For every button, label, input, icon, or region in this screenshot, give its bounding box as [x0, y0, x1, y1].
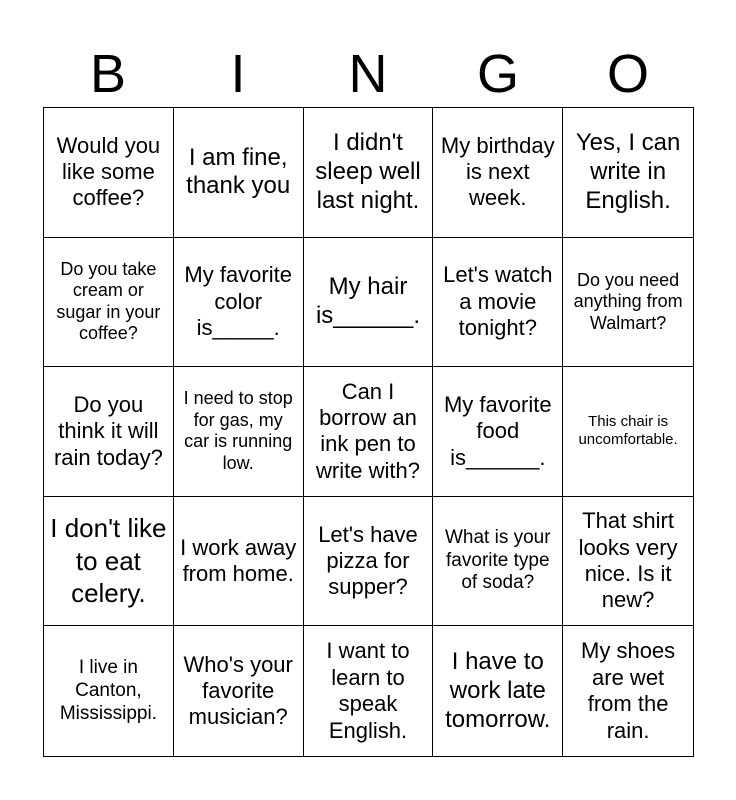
bingo-cell-5-3[interactable] [304, 626, 434, 756]
cell-text: What is your favorite type of soda? [444, 526, 551, 594]
cell-text: My favorite color is_____. [184, 262, 292, 341]
cell-text: I have to work late tomorrow. [445, 648, 551, 733]
bingo-cell-4-3[interactable] [304, 497, 434, 627]
cell-text: I need to stop for gas, my car is running low. [183, 388, 293, 474]
bingo-cell-3-2[interactable] [174, 367, 304, 497]
cell-text: I want to learn to speak English. [326, 638, 410, 743]
bingo-cell-1-4[interactable] [433, 108, 563, 238]
cell-text: Do you think it will rain today? [53, 391, 163, 470]
cell-text: Can I borrow an ink pen to write with? [316, 378, 420, 483]
cell-text: My hair is______. [315, 273, 421, 329]
bingo-header [43, 40, 693, 108]
cell-text: I don't like to eat celery. [50, 512, 167, 609]
header-letter-i: I [230, 44, 246, 104]
cell-text: Do you need anything from Walmart? [573, 269, 683, 333]
bingo-cell-4-5[interactable] [563, 497, 693, 627]
bingo-cell-4-4[interactable] [433, 497, 563, 627]
bingo-cell-5-2[interactable] [174, 626, 304, 756]
bingo-cell-2-5[interactable] [563, 238, 693, 368]
bingo-cell-5-1[interactable] [44, 626, 174, 756]
bingo-cell-1-3[interactable] [304, 108, 434, 238]
cell-text: Let's watch a movie tonight? [443, 262, 553, 341]
cell-text: My shoes are wet from the rain. [581, 638, 676, 743]
cell-text: Yes, I can write in English. [575, 129, 681, 214]
header-letter-o: O [606, 44, 649, 104]
bingo-cell-2-1[interactable] [44, 238, 174, 368]
cell-text: I work away from home. [180, 534, 297, 587]
cell-text: That shirt looks very nice. Is it new? [578, 508, 678, 613]
bingo-cell-2-4[interactable] [433, 238, 563, 368]
bingo-cell-5-5[interactable] [563, 626, 693, 756]
cell-text: My favorite food is______. [443, 391, 552, 470]
header-letter-g: G [476, 44, 519, 104]
cell-text: Would you like some coffee? [56, 132, 161, 211]
bingo-cell-1-5[interactable] [563, 108, 693, 238]
bingo-cell-4-1[interactable] [44, 497, 174, 627]
header-letter-b: B [89, 44, 127, 104]
bingo-cell-2-3[interactable] [304, 238, 434, 368]
cell-text: Let's have pizza for supper? [318, 521, 418, 600]
cell-text: I didn't sleep well last night. [315, 129, 421, 214]
bingo-cell-3-1[interactable] [44, 367, 174, 497]
bingo-cell-3-5[interactable] [563, 367, 693, 497]
bingo-cell-1-1[interactable] [44, 108, 174, 238]
cell-text: Do you take cream or sugar in your coffee? [56, 258, 161, 344]
cell-text: My birthday is next week. [440, 132, 555, 211]
bingo-cell-3-3[interactable] [304, 367, 434, 497]
cell-text: This chair is uncomfortable. [578, 413, 678, 449]
bingo-card-grid [43, 107, 694, 757]
cell-text: I live in Canton, Mississippi. [59, 657, 157, 724]
bingo-cell-5-4[interactable] [433, 626, 563, 756]
bingo-cell-4-2[interactable] [174, 497, 304, 627]
header-letter-n: N [348, 44, 388, 104]
bingo-cell-1-2[interactable] [174, 108, 304, 238]
bingo-cell-3-4[interactable] [433, 367, 563, 497]
bingo-cell-2-2[interactable] [174, 238, 304, 368]
cell-text: Who's your favorite musician? [183, 651, 293, 730]
cell-text: I am fine, thank you [186, 143, 291, 200]
